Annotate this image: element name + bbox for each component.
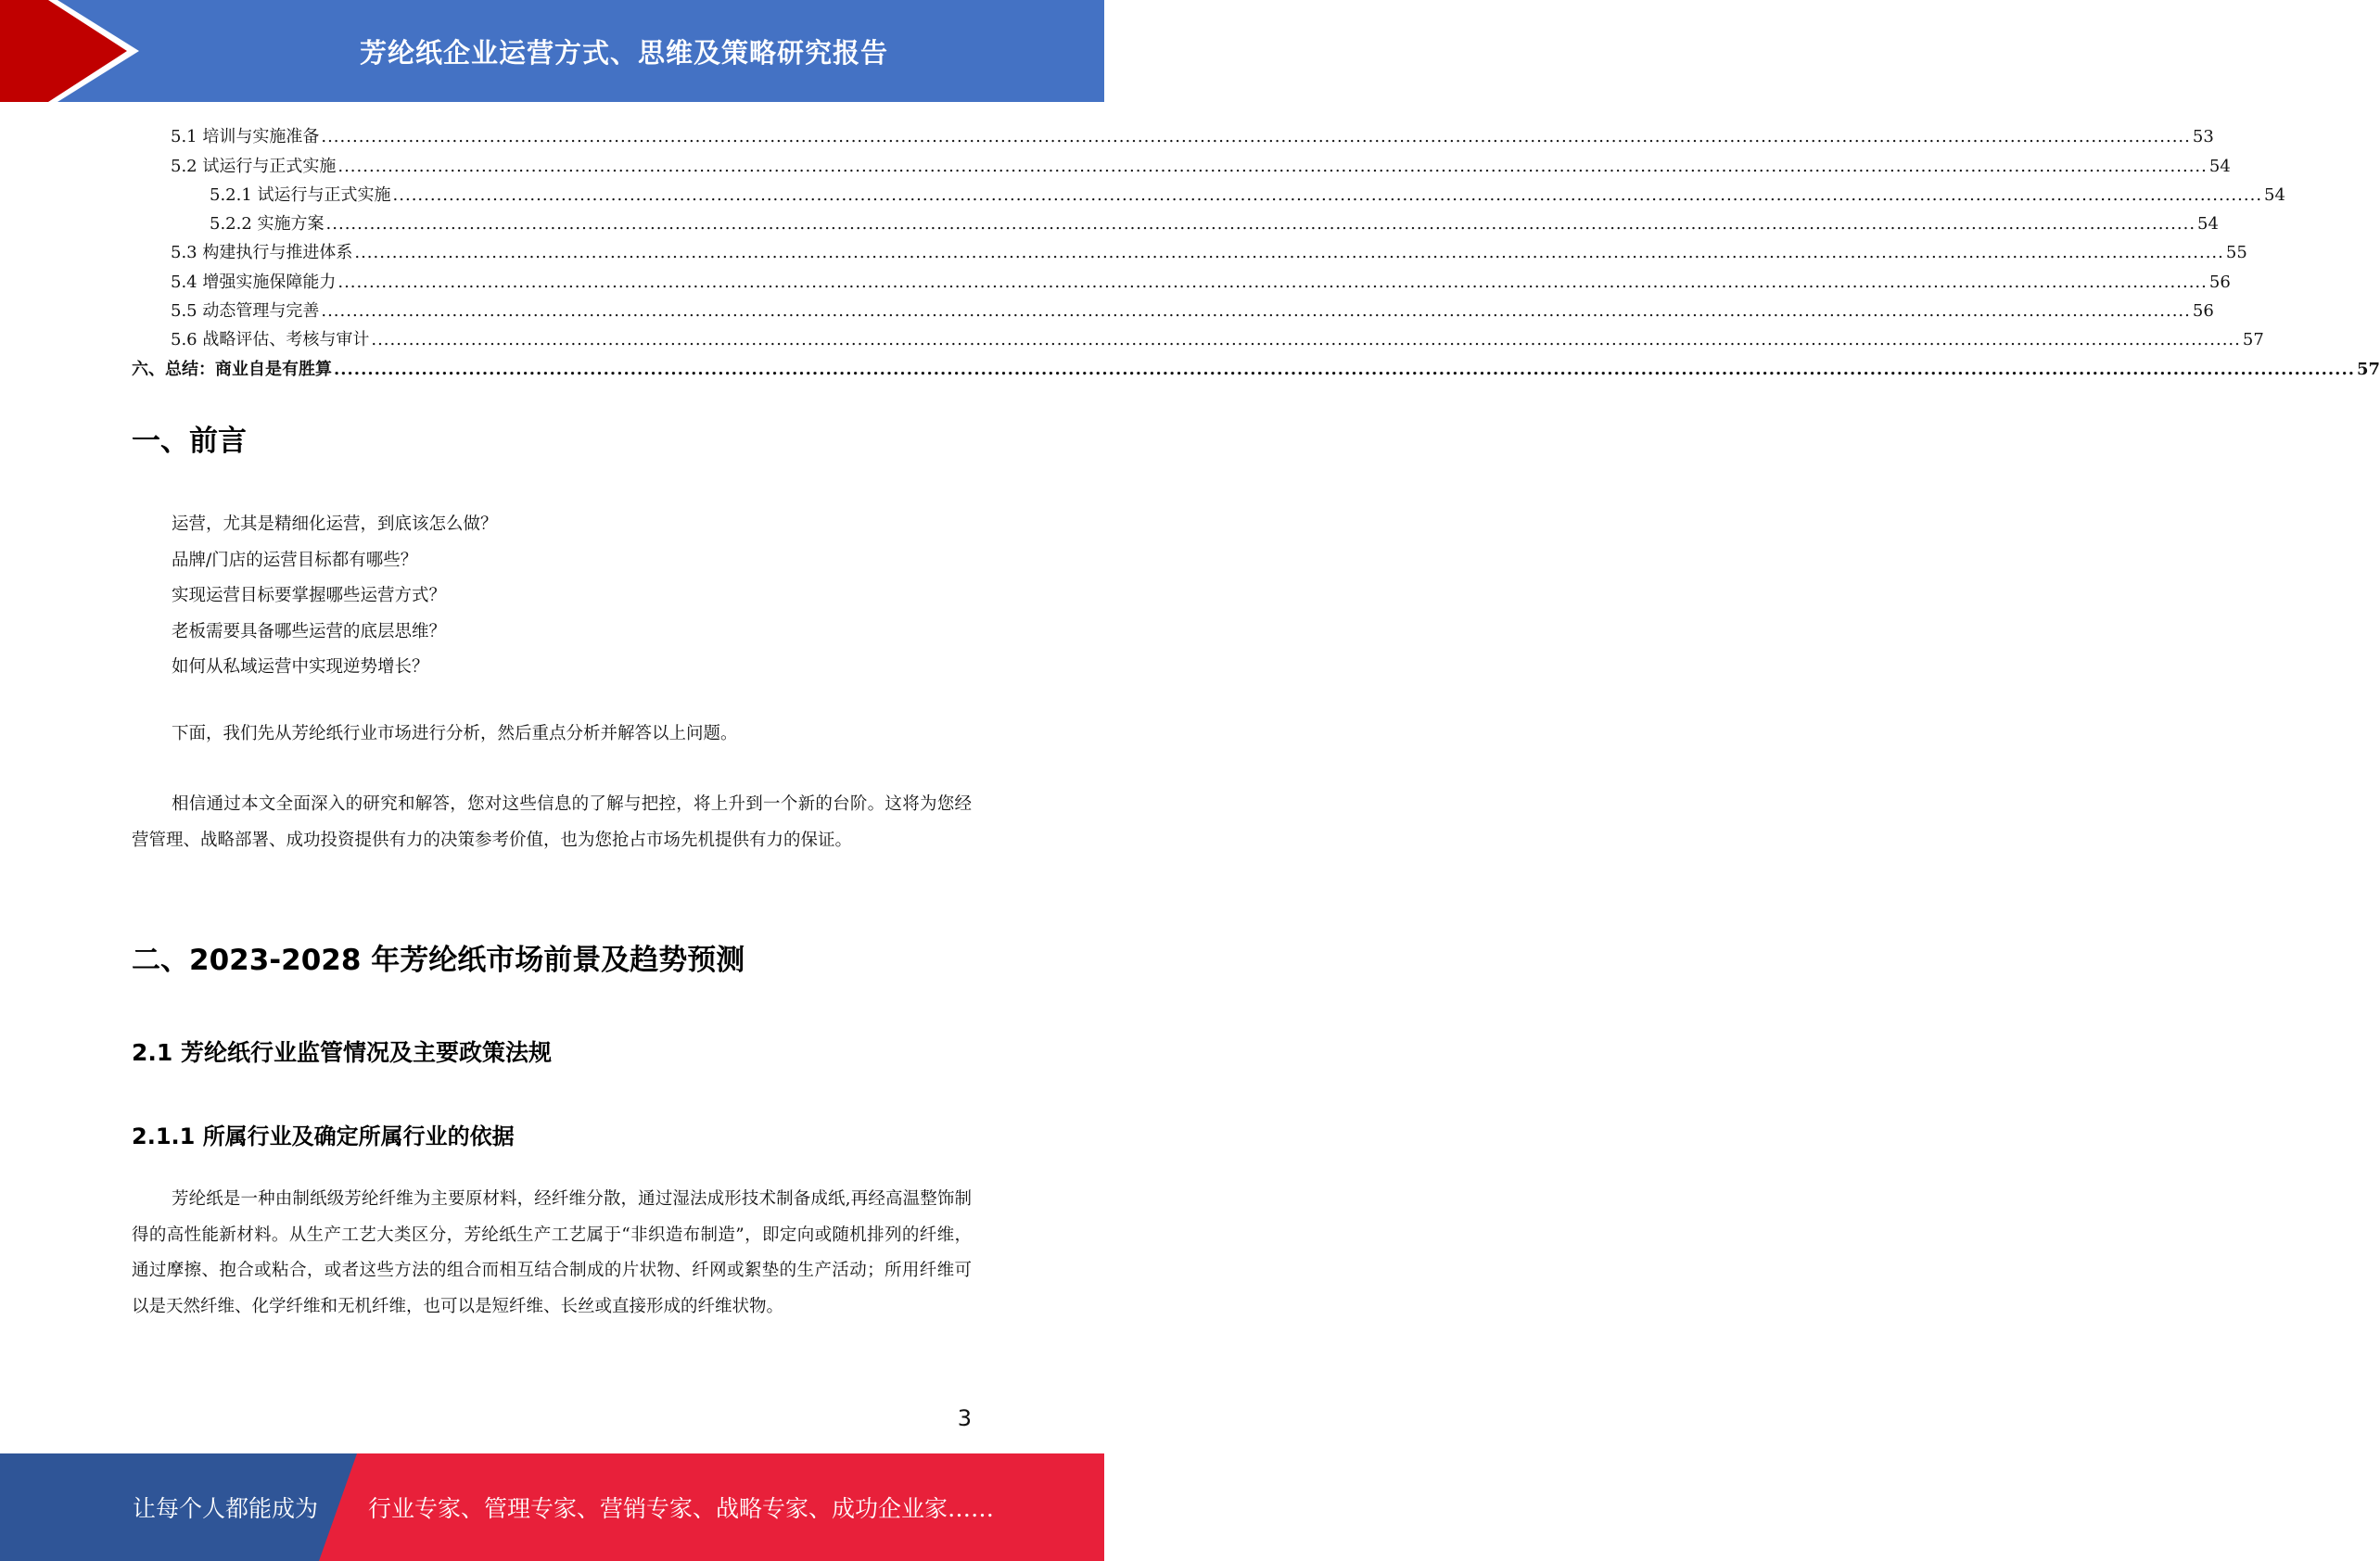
toc-leader-dots: ............................................................................................................................................................................................................................................................................................................: [392, 184, 2263, 205]
question-item: 如何从私域运营中实现逆势增长？: [172, 657, 429, 677]
toc-entry-page: 54: [2208, 156, 2231, 176]
toc-entry-page: 56: [2192, 301, 2214, 322]
toc-entry-page: 54: [2264, 184, 2285, 205]
toc-entry[interactable]: [132, 177, 2285, 206]
subsubsection-heading-industry: 2.1.1 所属行业及确定所属行业的依据: [132, 1123, 515, 1149]
toc-entry-page: 55: [2225, 243, 2247, 263]
value-paragraph: 相信通过本文全面深入的研究和解答，您对这些信息的了解与把控，将上升到一个新的台阶。这将为您经营管理、战略部署、成功投资提供有力的决策参考价值，也为您抢占市场先机提供有力的保证。: [132, 794, 972, 850]
intro-paragraph: 下面，我们先从芳纶纸行业市场进行分析，然后重点分析并解答以上问题。: [172, 724, 738, 743]
subsection-heading-regulation: 2.1 芳纶纸行业监管情况及主要政策法规: [132, 1039, 552, 1066]
report-title: 芳纶纸企业运营方式、思维及策略研究报告: [359, 36, 888, 69]
toc-entry-page: 56: [2208, 272, 2231, 292]
footer-slogan-right: 行业专家、管理专家、营销专家、战略专家、成功企业家……: [368, 1495, 995, 1522]
question-list: [172, 507, 498, 686]
toc-entry-page: 54: [2197, 214, 2219, 235]
toc-entry-label: 5.1 培训与实施准备: [171, 127, 320, 147]
toc-entry[interactable]: [132, 206, 2219, 235]
toc-leader-dots: ............................................................................................................................................................................................................................................................................................................: [321, 127, 2191, 147]
question-item: 老板需要具备哪些运营的底层思维？: [172, 621, 447, 641]
question-item: 品牌/门店的运营目标都有哪些？: [172, 550, 418, 570]
toc-entry-label: 5.2.2 实施方案: [210, 214, 325, 235]
toc-entry[interactable]: [132, 293, 2214, 322]
page-number: 3: [957, 1405, 972, 1431]
toc-entry[interactable]: [132, 147, 2231, 176]
toc-entry[interactable]: [132, 235, 2247, 263]
toc-leader-dots: ............................................................................................................................................................................................................................................................................................................: [337, 156, 2208, 176]
footer-banner: [0, 1453, 1104, 1561]
toc-entry-label: 六、总结：商业自是有胜算: [132, 359, 332, 379]
section-heading-forecast: 二、2023-2028 年芳纶纸市场前景及趋势预测: [132, 944, 745, 977]
toc-leader-dots: ............................................................................................................................................................................................................................................................................................................: [334, 359, 2355, 379]
table-of-contents: [132, 119, 2380, 380]
toc-entry-label: 5.4 增强实施保障能力: [171, 272, 337, 292]
toc-leader-dots: ............................................................................................................................................................................................................................................................................................................: [337, 272, 2208, 292]
footer-slogan-left: 让每个人都能成为: [133, 1495, 319, 1522]
toc-entry[interactable]: [132, 350, 2380, 379]
toc-entry-label: 5.6 战略评估、考核与审计: [171, 330, 370, 350]
toc-entry-label: 5.2.1 试运行与正式实施: [210, 184, 391, 205]
toc-entry-page: 53: [2192, 127, 2214, 147]
toc-entry-label: 5.2 试运行与正式实施: [171, 156, 337, 176]
toc-entry-label: 5.3 构建执行与推进体系: [171, 243, 353, 263]
toc-leader-dots: ............................................................................................................................................................................................................................................................................................................: [321, 301, 2191, 322]
toc-entry[interactable]: [132, 322, 2264, 350]
toc-entry[interactable]: [132, 119, 2214, 147]
header-arrow-decoration: [0, 0, 148, 102]
question-item: 实现运营目标要掌握哪些运营方式？: [172, 586, 447, 605]
toc-entry-label: 5.5 动态管理与完善: [171, 301, 320, 322]
definition-paragraph: 芳纶纸是一种由制纸级芳纶纤维为主要原材料，经纤维分散，通过湿法成形技术制备成纸,再经高温整饰制得的高性能新材料。从生产工艺大类区分，芳纶纸生产工艺属于“非织造布制造”，即定向或随机排列的纤维，通过摩擦、抱合或粘合，或者这些方法的组合而相互结合制成的片状物、纤网或絮垫的生产活动；所用纤维可以是天然纤维、化学纤维和无机纤维，也可以是短纤维、长丝或直接形成的纤维状物。: [132, 1189, 972, 1316]
toc-leader-dots: ............................................................................................................................................................................................................................................................................................................: [325, 214, 2196, 235]
toc-leader-dots: ............................................................................................................................................................................................................................................................................................................: [371, 330, 2241, 350]
question-item: 运营，尤其是精细化运营，到底该怎么做？: [172, 514, 498, 534]
toc-entry-page: 57: [2356, 359, 2380, 379]
toc-leader-dots: ............................................................................................................................................................................................................................................................................................................: [354, 243, 2224, 263]
toc-entry-page: 57: [2242, 330, 2264, 350]
toc-entry[interactable]: [132, 263, 2231, 292]
header-banner: [0, 0, 1104, 102]
section-heading-preface: 一、前言: [132, 425, 247, 458]
